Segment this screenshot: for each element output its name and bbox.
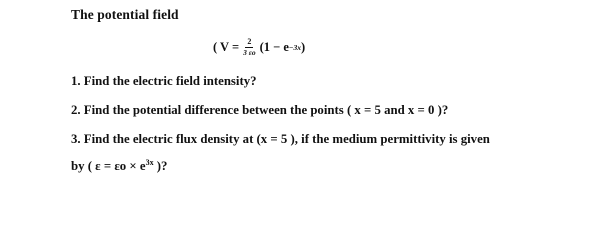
question-3-continuation xyxy=(71,158,167,174)
fraction-numerator: 2 xyxy=(247,36,252,46)
continuation-exponent: 3x xyxy=(145,158,154,167)
question-1: 1. Find the electric field intensity? xyxy=(71,74,257,88)
continuation-prefix: by ( ε = εo × e xyxy=(71,159,146,173)
potential-formula xyxy=(213,36,305,58)
formula-fraction xyxy=(243,38,255,57)
formula-middle: (1 − e xyxy=(259,39,289,54)
formula-close: ) xyxy=(300,39,306,54)
question-2: 2. Find the potential difference between the points ( x = 5 and x = 0 )? xyxy=(71,103,449,117)
question-3: 3. Find the electric flux density at (x = 5 ), if the medium permittivity is given xyxy=(71,132,490,146)
formula-exponent: −3x xyxy=(288,42,301,52)
formula-open: ( V = xyxy=(213,39,240,54)
document-title: The potential field xyxy=(71,7,179,22)
continuation-suffix: )? xyxy=(153,159,168,173)
fraction-denominator: 3 εo xyxy=(243,47,256,57)
